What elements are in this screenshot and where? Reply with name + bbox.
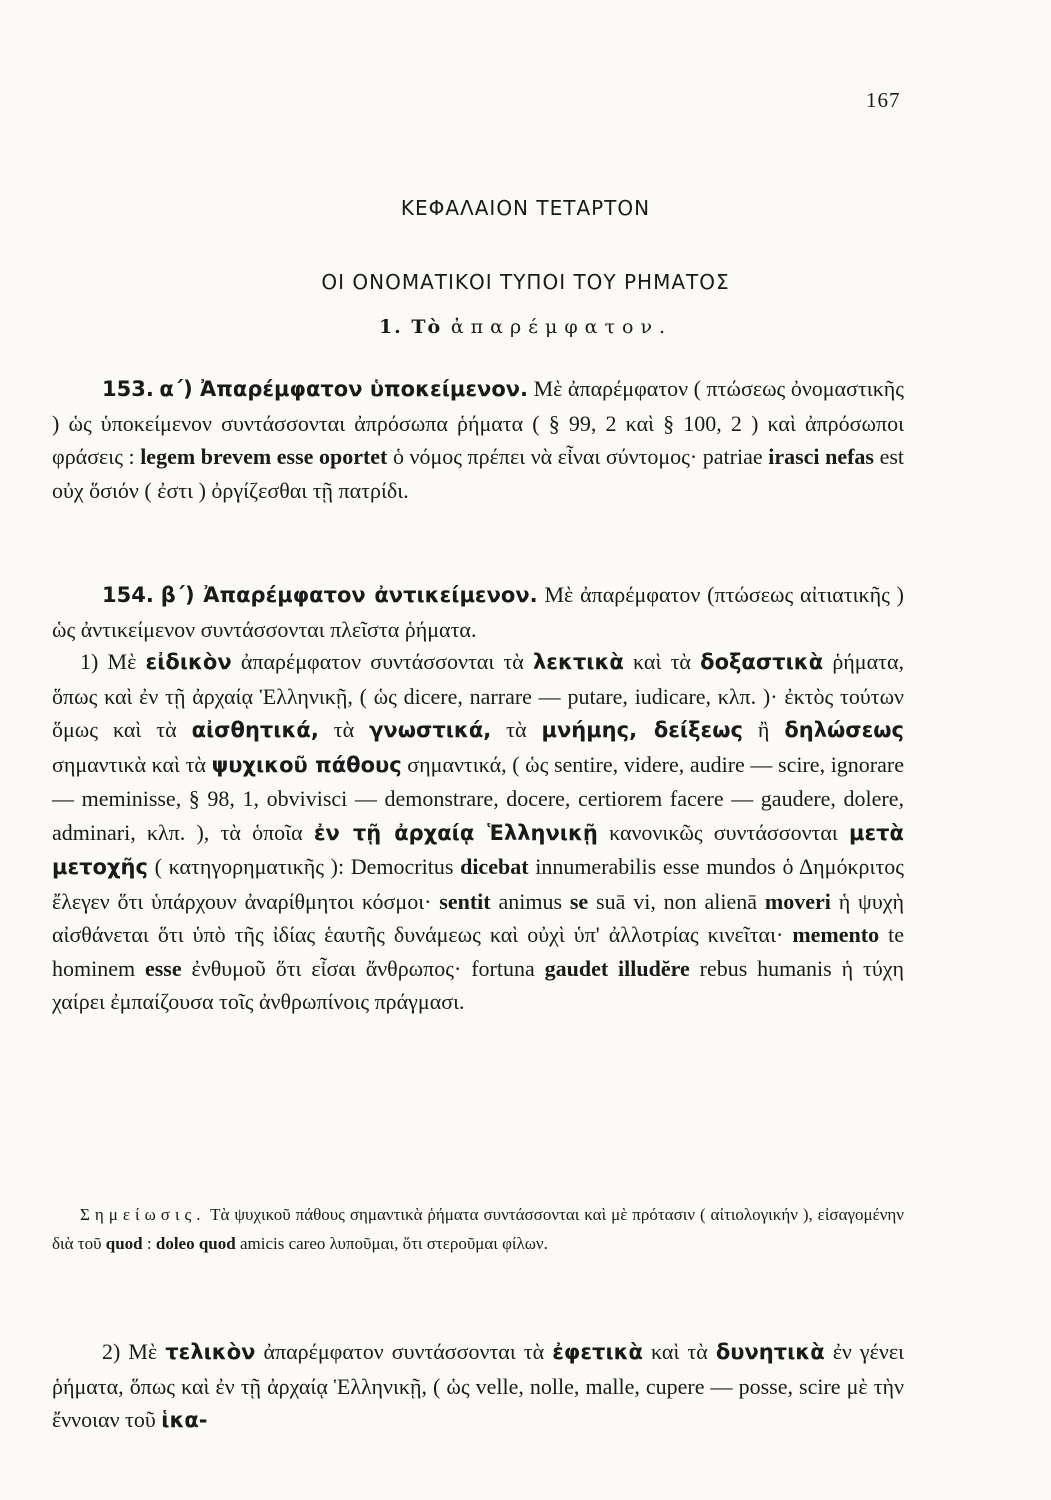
latin: patriae xyxy=(702,444,769,469)
latin-bold: legem brevem esse oportet xyxy=(140,444,388,469)
para-number: 153. xyxy=(102,377,154,401)
para-heading: β΄) Ἀπαρέμφατον ἀντικείμενον. xyxy=(160,583,538,607)
chapter-title: ΚΕΦΑΛΑΙΟΝ ΤΕΤΑΡΤΟΝ xyxy=(400,196,651,220)
latin: est xyxy=(874,444,905,469)
text: te hominem xyxy=(52,922,904,981)
text: καὶ τὰ xyxy=(642,1339,716,1364)
para-number: 154. xyxy=(102,583,154,607)
bold-term: ἐφετικὰ xyxy=(552,1340,643,1364)
section-number: 1. Τὸ xyxy=(378,316,443,338)
text: ἀπαρέμφατον συντάσσονται τὰ xyxy=(231,649,533,674)
note-label: Σημείωσις. xyxy=(80,1205,206,1224)
text: ἐνθυμοῦ ὅτι εἶσαι ἄνθρωπος· fortuna xyxy=(181,955,545,981)
text: ἐν γένει ῥήματα, ὅπως καὶ ἐν τῇ ἀρχαίᾳ Ἑλληνικῇ, ( ὡς velle, nolle, malle, cupere — posse, scire μὲ τὴν ἔννοιαν τοῦ xyxy=(52,1339,904,1432)
text: ( κατηγορηματικῆς ): Democritus xyxy=(147,854,461,879)
text: ἢ xyxy=(742,717,785,742)
bold-term: μνήμης, δείξεως xyxy=(541,718,743,742)
bold-term: γνωστικά, xyxy=(369,718,492,742)
text: τὰ xyxy=(318,717,370,742)
bold-term: ψυχικοῦ πάθους xyxy=(211,752,402,777)
text: κανονικῶς συντάσσονται xyxy=(597,819,850,845)
latin-bold: gaudet illudĕre xyxy=(544,955,690,981)
bold-term: δοξαστικὰ xyxy=(700,650,824,674)
text: Μὲ ἀπαρέμφατον ( πτώσεως ὀνομαστικῆς ) ὡς ὑποκείμενον συντάσσονται ἀπρόσωπα ῥήματα ( § 99, 2 καὶ § 100, 2 ) καὶ ἀπρόσωποι φράσεις : xyxy=(52,376,905,469)
section-heading xyxy=(0,316,1051,338)
text: animus xyxy=(490,888,570,914)
bold-term: ἱκα- xyxy=(161,1408,208,1432)
latin-bold: se xyxy=(569,888,589,914)
text: καὶ τὰ xyxy=(623,649,701,674)
para-heading: α΄) Ἀπαρέμφατον ὑποκείμενον. xyxy=(159,377,529,401)
text: Μὲ ἀπαρέμφατον (πτώσεως αἰτιατικῆς ) ὡς ἀντικείμενον συντάσσονται πλεῖστα ῥήματα. xyxy=(52,582,905,642)
text: τὰ xyxy=(491,717,542,742)
bold-term: αἰσθητικά, xyxy=(191,718,319,742)
page-number: 167 xyxy=(866,88,901,112)
latin-bold: doleo quod xyxy=(155,1234,236,1253)
text: innumerabilis esse mundos ὁ Δημόκριτος ἔλεγεν ὅτι ὑπάρχουν ἀναρίθμητοι κόσμοι· xyxy=(52,854,904,914)
chapter-subtitle: ΟΙ ΟΝΟΜΑΤΙΚΟΙ ΤΥΠΟΙ ΤΟΥ ΡΗΜΑΤΟΣ xyxy=(321,270,730,294)
text: 1) Μὲ xyxy=(80,649,146,674)
text: ἡ ψυχὴ αἰσθάνεται ὅτι ὑπὸ τῆς ἰδίας ἑαυτῆς δυνάμεως καὶ οὐχὶ ὑπ' ἀλλοτρίας κινεῖται· xyxy=(52,888,904,947)
latin-bold: moveri xyxy=(764,888,831,914)
bold-term: δυνητικὰ xyxy=(715,1340,825,1364)
bold-term: ἐν τῇ ἀρχαίᾳ Ἑλληνικῇ xyxy=(313,820,598,845)
bold-term: λεκτικὰ xyxy=(533,650,624,674)
text: ἀπαρέμφατον συντάσσονται τὰ xyxy=(255,1339,553,1364)
subparagraph-1 xyxy=(52,645,904,1019)
text: : xyxy=(142,1234,156,1253)
text: οὐχ ὅσιόν ( ἐστι ) ὀργίζεσθαι τῇ πατρίδι. xyxy=(52,477,409,503)
paragraph-153 xyxy=(52,372,904,507)
text: σημαντικά, ( ὡς sentire, videre, audire — scire, ignorare — meminisse, § 98, 1, obvivisci — demonstrare, docere, certiorem facere — gaudere, dolere, adminari, κλπ. ), τὰ ὁποῖα xyxy=(52,751,904,845)
paragraph-154 xyxy=(52,578,904,646)
text: 2) Μὲ xyxy=(102,1339,166,1364)
latin-bold: memento xyxy=(792,922,880,947)
subparagraph-2 xyxy=(52,1335,904,1438)
latin-bold: esse xyxy=(144,955,182,981)
text: ῥήματα, ὅπως καὶ ἐν τῇ ἀρχαίᾳ Ἑλληνικῇ, ( ὡς dicere, narrare — putare, iudicare, κλπ. )· ἐκτὸς τούτων ὅμως καὶ τὰ xyxy=(52,649,904,742)
note xyxy=(52,1200,904,1258)
latin-bold: sentit xyxy=(439,888,491,914)
latin-bold: dicebat xyxy=(460,854,529,879)
text: ὁ νόμος πρέπει νὰ εἶναι σύντομος· xyxy=(387,444,703,469)
section-word: ἀπαρέμφατον. xyxy=(450,316,673,338)
text: amicis careo λυποῦμαι, ὅτι στεροῦμαι φίλων. xyxy=(235,1234,548,1253)
text: σημαντικὰ καὶ τὰ xyxy=(52,751,212,777)
latin-bold: quod xyxy=(105,1234,143,1253)
bold-term: μετὰ μετοχῆς xyxy=(52,820,904,879)
text: Τὰ ψυχικοῦ πάθους σημαντικὰ ῥήματα συντάσσονται καὶ μὲ πρότασιν ( αἰτιολογικήν ), εἰσαγομένην διὰ τοῦ xyxy=(52,1205,904,1253)
text: rebus humanis ἡ τύχη χαίρει ἐμπαίζουσα τοῖς ἀνθρωπίνοις πράγμασι. xyxy=(52,955,905,1014)
bold-term: εἰδικὸν xyxy=(145,650,232,674)
bold-term: δηλώσεως xyxy=(784,718,905,742)
bold-term: τελικὸν xyxy=(165,1340,256,1364)
text: suā vi, non alienā xyxy=(588,888,765,914)
latin-bold: irasci nefas xyxy=(768,444,874,469)
